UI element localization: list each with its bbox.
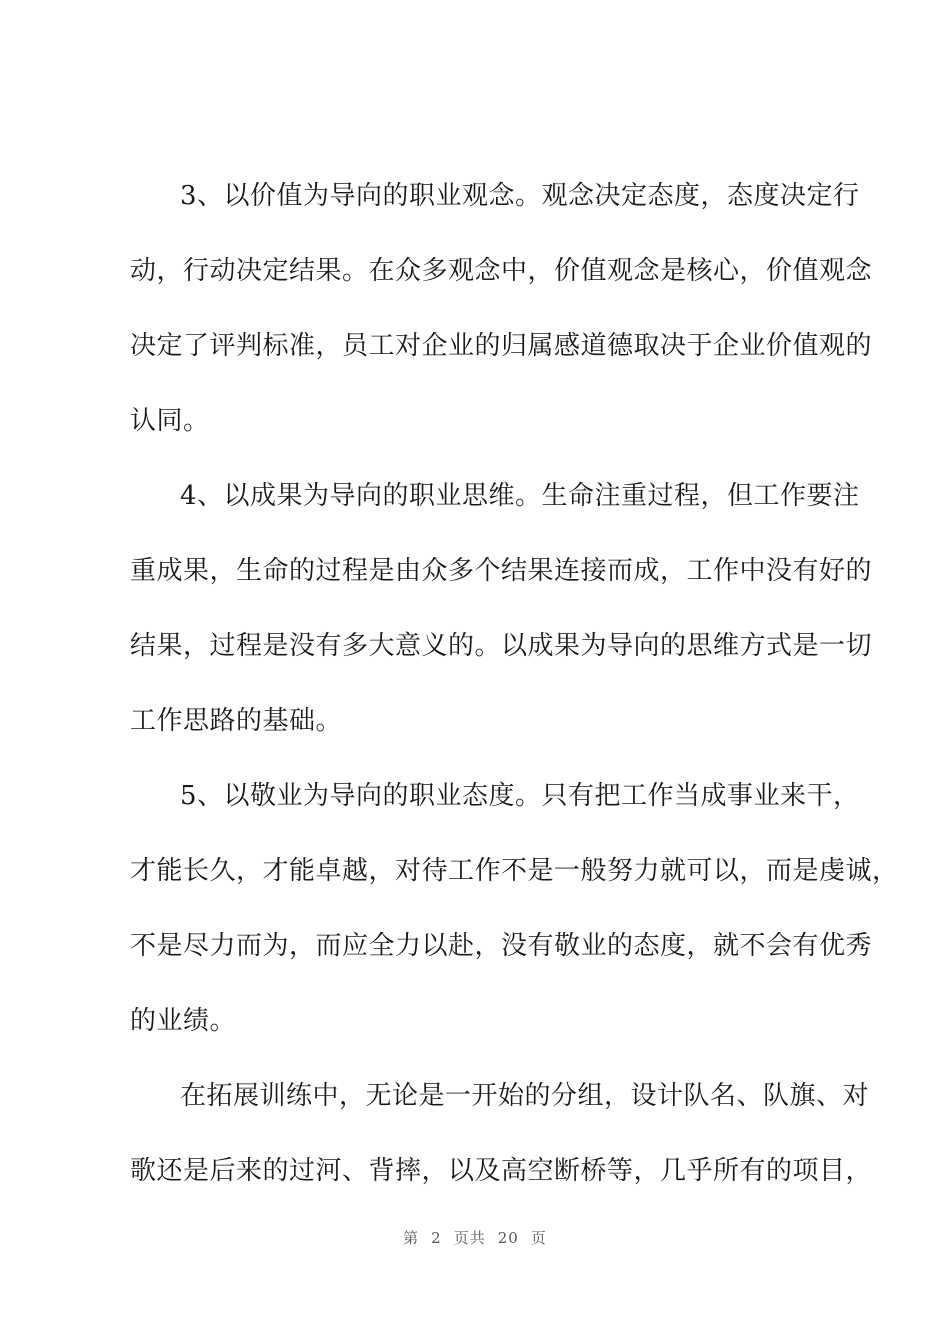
footer-suffix: 页	[530, 1229, 547, 1247]
paragraph-4-line-2: 歌还是后来的过河、背摔，以及高空断桥等，几乎所有的项目，	[130, 1156, 873, 1186]
footer-middle: 页共	[453, 1229, 486, 1247]
paragraph-1-line-1: 3、以价值为导向的职业观念。观念决定态度，态度决定行	[180, 181, 860, 211]
footer-current-page: 2	[431, 1229, 442, 1247]
paragraph-3-line-3: 不是尽力而为，而应全力以赴，没有敬业的态度，就不会有优秀	[130, 931, 873, 961]
footer-prefix: 第	[403, 1229, 420, 1247]
paragraph-2-line-2: 重成果，生命的过程是由众多个结果连接而成，工作中没有好的	[130, 556, 873, 586]
paragraph-4-line-1: 在拓展训练中，无论是一开始的分组，设计队名、队旗、对	[180, 1081, 870, 1111]
footer-total-pages: 20	[497, 1229, 519, 1247]
paragraph-3-line-1: 5、以敬业为导向的职业态度。只有把工作当成事业来干，	[180, 781, 860, 811]
paragraph-1-line-2: 动，行动决定结果。在众多观念中，价值观念是核心，价值观念	[130, 256, 873, 286]
paragraph-2-line-1: 4、以成果为导向的职业思维。生命注重过程，但工作要注	[180, 481, 860, 511]
page-footer	[0, 1228, 950, 1248]
paragraph-3-line-2: 才能长久，才能卓越，对待工作不是一般努力就可以，而是虔诚，	[130, 856, 899, 886]
paragraph-3-line-4: 的业绩。	[130, 1006, 237, 1036]
paragraph-1-line-4: 认同。	[130, 406, 210, 436]
paragraph-1-line-3: 决定了评判标准，员工对企业的归属感道德取决于企业价值观的	[130, 331, 873, 361]
paragraph-2-line-3: 结果，过程是没有多大意义的。以成果为导向的思维方式是一切	[130, 631, 873, 661]
paragraph-2-line-4: 工作思路的基础。	[130, 706, 343, 736]
